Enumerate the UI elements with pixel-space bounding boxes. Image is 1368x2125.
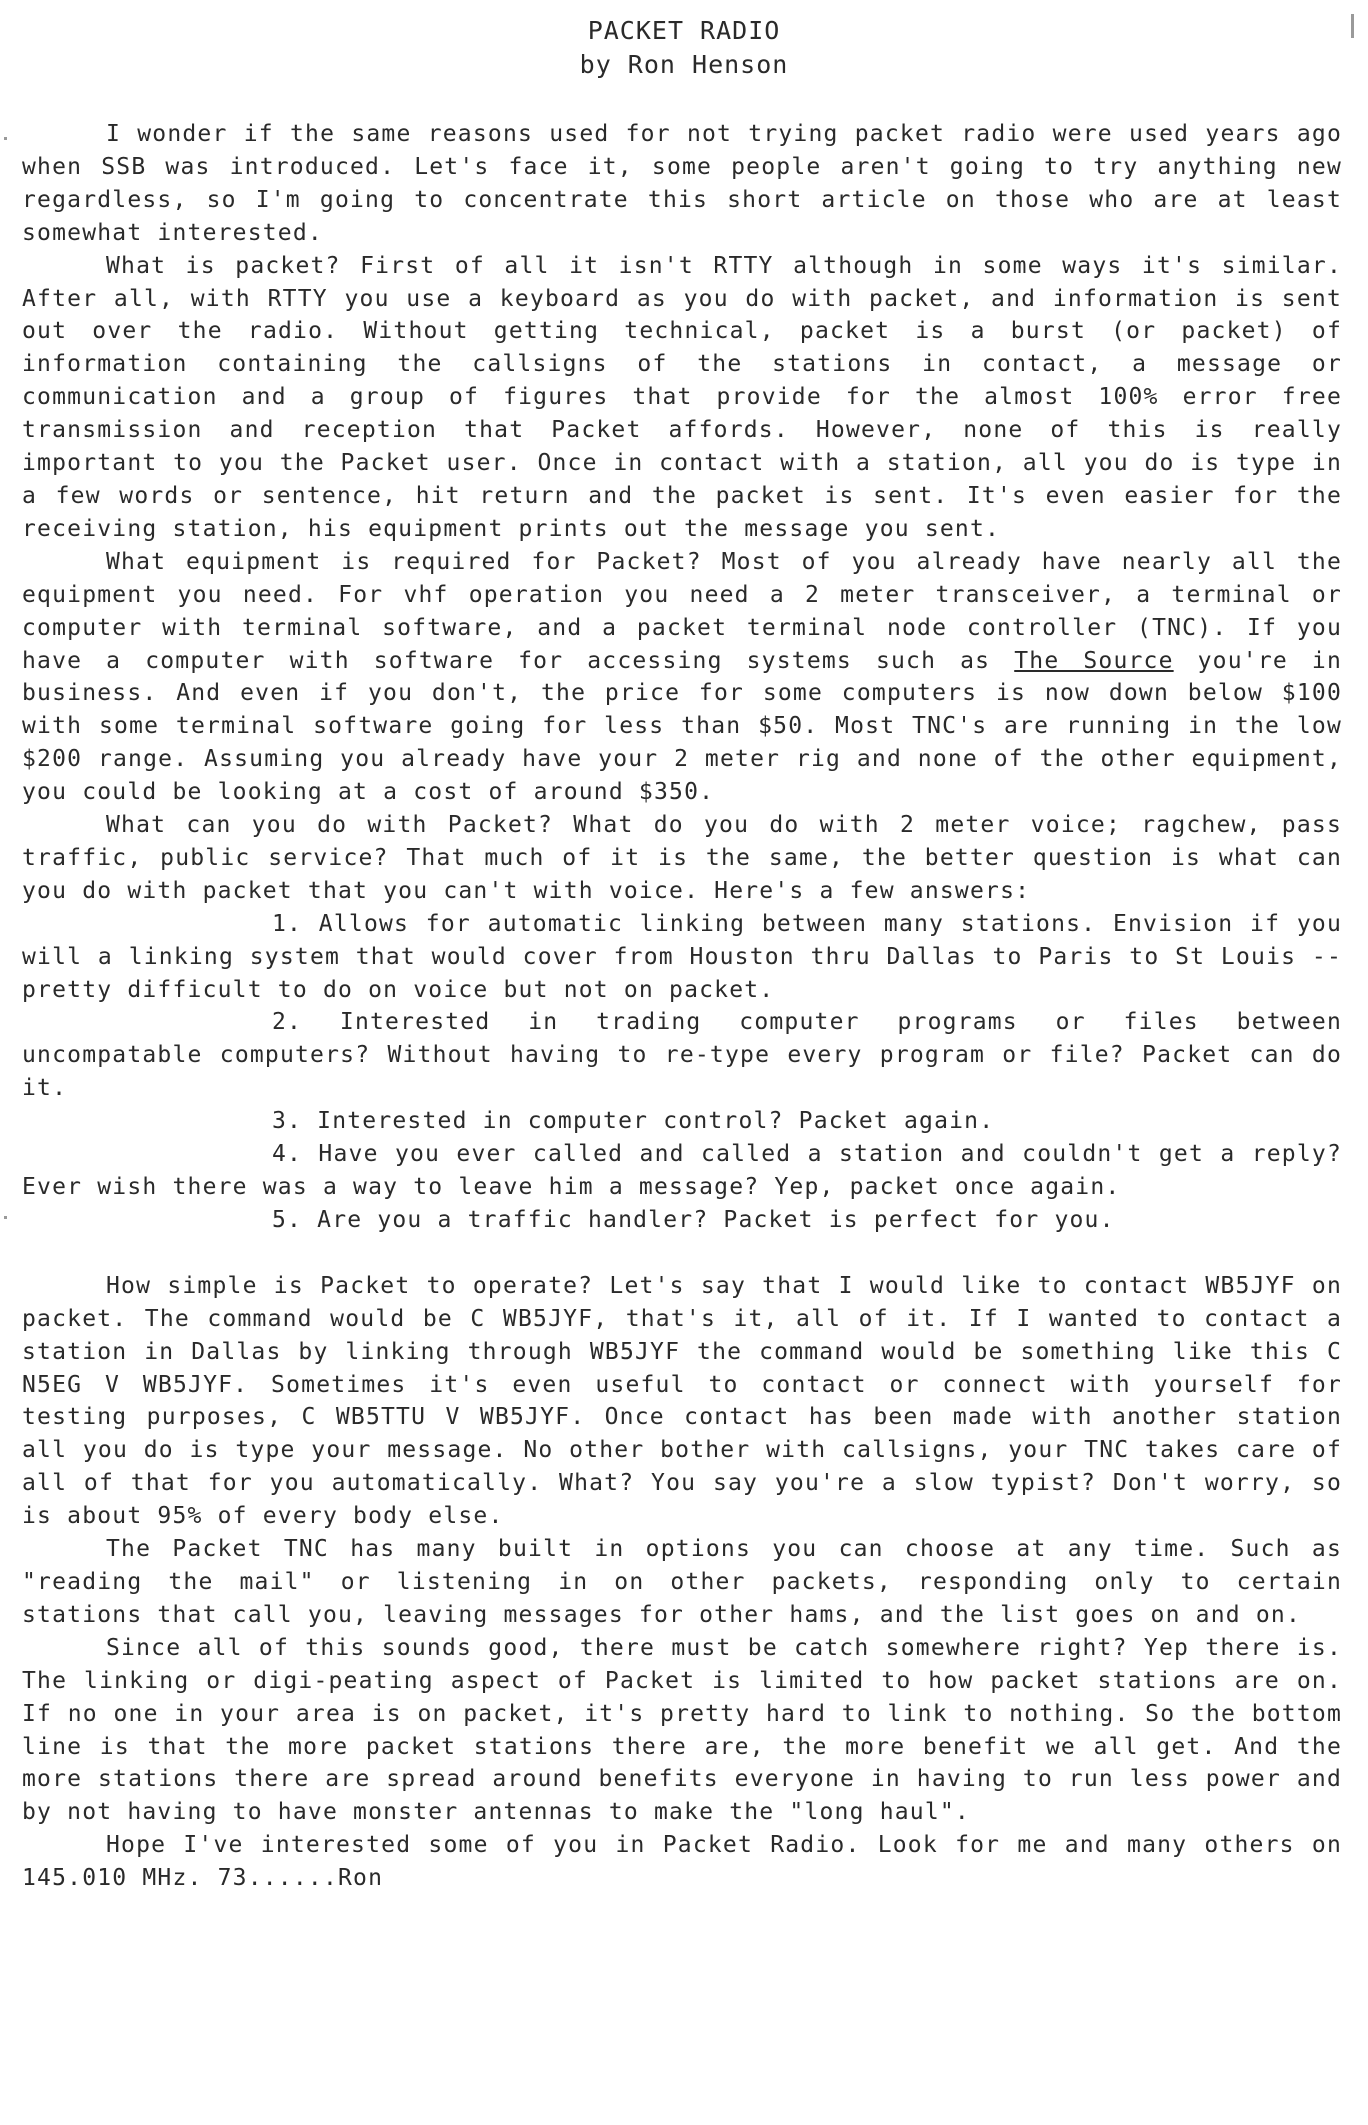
article-byline: by Ron Henson: [579, 50, 789, 79]
list-item-3: 3. Interested in computer control? Packet again.: [272, 1108, 995, 1135]
paragraph-what-is-packet: What is packet? First of all it isn't RTTY although in some ways it's similar. After all, with RTTY you use a keyboard as you do with packet, and information is sent out over the radio. Without getting technical, packet is a burst (or packet) of information containing the callsigns of the stations in contact, a message or communication and a group of figures that provide for the almost 100% error free transmission and reception that Packet affords. However, none of this is really important to you the Packet user. Once in contact with a station, all you do is type in a few words or sentence, hit return and the packet is sent. It's even easier for the receiving station, his equipment prints out the message you sent.: [22, 252, 1342, 542]
paragraph-equipment-start: What equipment is required for Packet? Most of you already have nearly all the equipment you need. For vhf operation you need a 2 meter transceiver, a terminal or computer with terminal software, and a packet terminal node controller (TNC). If you have a computer with software for accessing systems such as: [22, 548, 1342, 674]
paragraph-uses: What can you do with Packet? What do you do with 2 meter voice; ragchew, pass traffic, public service? That much of it is the same, the better question is what can you do with packet that you can't with voice. Here's a few answers:: [22, 812, 1342, 904]
paragraph-equipment-end: you're in business. And even if you don't, the price for some computers is now down below $100 with some terminal software going for less than $50. Most TNC's are running in the low $200 range. Assuming you already have your 2 meter rig and none of the other equipment, you could be looking at a cost of around $350.: [22, 647, 1342, 806]
list-item-1: 1. Allows for automatic linking between many stations. Envision if you will a linking system that would cover from Houston thru Dallas to Paris to St Louis -- pretty difficult to do on voice but not on packet.: [22, 910, 1342, 1003]
article-header: [0, 14, 1368, 82]
paragraph-gap: [22, 1237, 1342, 1270]
scan-mark-left-2: [4, 1216, 7, 1219]
list-item-5: 5. Are you a traffic handler? Packet is perfect for you.: [272, 1206, 1115, 1233]
paragraph-closing: Hope I've interested some of you in Packet Radio. Look for me and many others on 145.010 MHz. 73......Ron: [22, 1832, 1342, 1892]
scan-mark-top-right: [1351, 14, 1354, 38]
list-item-4: 4. Have you ever called and called a station and couldn't get a reply? Ever wish there was a way to leave him a message? Yep, packet once again.: [22, 1141, 1342, 1200]
article-title: PACKET RADIO: [587, 16, 781, 45]
paragraph-options: The Packet TNC has many built in options you can choose at any time. Such as "reading the mail" or listening in on other packets, responding only to certain stations that call you, leaving messages for other hams, and the list goes on and on.: [22, 1536, 1342, 1628]
paragraph-equipment: [22, 546, 1342, 809]
article-body: [22, 118, 1342, 1895]
paragraph-catch: Since all of this sounds good, there must be catch somewhere right? Yep there is. The linking or digi-peating aspect of Packet is limited to how packet stations are on. If no one in your area is on packet, it's pretty hard to link to nothing. So the bottom line is that the more packet stations there are, the more benefit we all get. And the more stations there are spread around benefits everyone in having to run less power and by not having to have monster antennas to make the "long haul".: [22, 1634, 1342, 1826]
the-source-underlined: The Source: [1014, 647, 1174, 674]
paragraph-operation: How simple is Packet to operate? Let's say that I would like to contact WB5JYF on packet. The command would be C WB5JYF, that's it, all of it. If I wanted to contact a station in Dallas by linking through WB5JYF the command would be something like this C N5EG V WB5JYF. Sometimes it's even useful to contact or connect with yourself for testing purposes, C WB5TTU V WB5JYF. Once contact has been made with another station all you do is type your message. No other bother with callsigns, your TNC takes care of all of that for you automatically. What? You say you're a slow typist? Don't worry, so is about 95% of every body else.: [22, 1272, 1342, 1530]
list-item-2: 2. Interested in trading computer programs or files between uncompatable computers? Without having to re-type every program or file? Packet can do it.: [22, 1009, 1342, 1102]
paragraph-intro: I wonder if the same reasons used for not trying packet radio were used years ago when SSB was introduced. Let's face it, some people aren't going to try anything new regardless, so I'm going to concentrate this short article on those who are at least somewhat interested.: [22, 121, 1342, 246]
scan-mark-left-1: [4, 137, 7, 140]
